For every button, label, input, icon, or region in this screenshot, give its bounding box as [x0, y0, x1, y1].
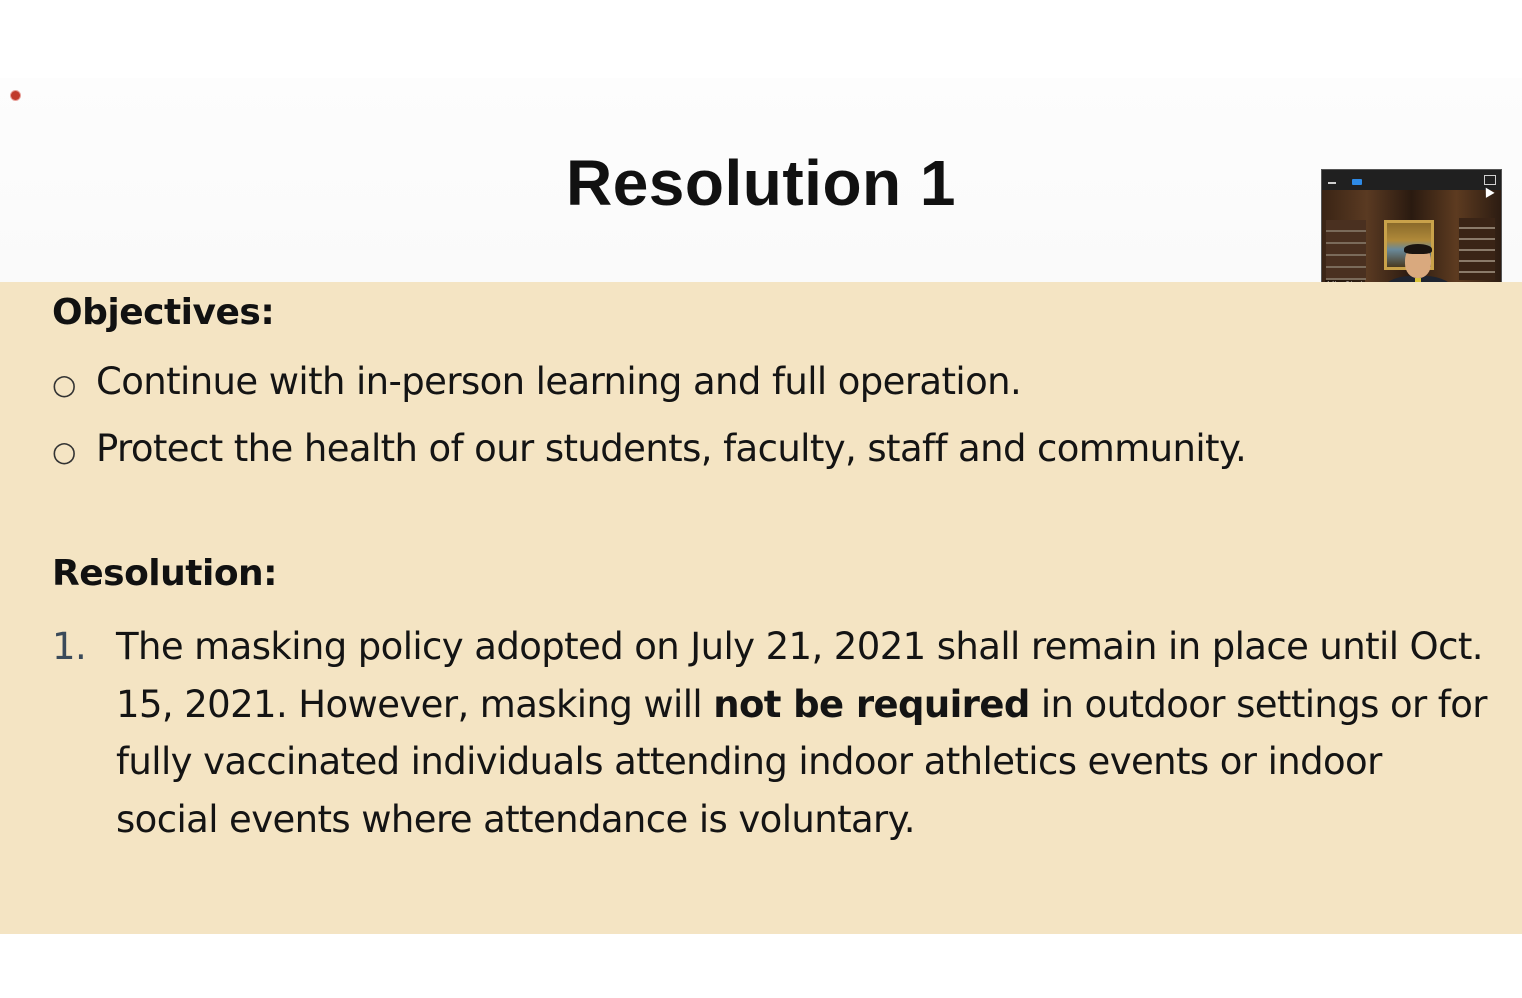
objectives-heading: Objectives:: [52, 292, 275, 333]
bookshelf-left: [1326, 220, 1366, 280]
bookshelf-right: [1459, 218, 1495, 280]
objective-text: Continue with in-person learning and full operation.: [96, 360, 1022, 403]
resolution-text-emphasis: not be required: [713, 682, 1030, 726]
participant-video-thumbnail[interactable]: [1321, 169, 1502, 293]
resolution-item-text: [116, 618, 1492, 848]
resolution-heading: Resolution:: [52, 553, 278, 594]
slide-body: [0, 282, 1522, 934]
circle-bullet-icon: ○: [52, 435, 76, 468]
video-toolbar: [1322, 170, 1501, 190]
resolution-item-number: 1.: [52, 625, 87, 668]
recording-dot-icon: [11, 91, 20, 100]
participant-hair: [1404, 244, 1432, 254]
objective-item: [52, 360, 1021, 403]
video-status-icon: [1352, 179, 1362, 185]
circle-bullet-icon: ○: [52, 368, 76, 401]
expand-icon[interactable]: [1484, 175, 1496, 185]
slide-title: Resolution 1: [565, 147, 957, 219]
minimize-icon[interactable]: [1328, 182, 1336, 184]
resolution-item: [52, 618, 1492, 848]
objective-item: [52, 427, 1246, 470]
objective-text: Protect the health of our students, faculty, staff and community.: [96, 427, 1247, 470]
resolution-text-before: The masking policy adopted on July 21, 2021 shall remain in place until Oct. 15, 2021. However, masking will: [116, 625, 1483, 726]
resolution-text-after: in outdoor settings or for fully vaccinated individuals attending indoor athletics events or indoor social events where attendance is voluntary.: [116, 682, 1487, 841]
video-feed: [1322, 190, 1501, 292]
